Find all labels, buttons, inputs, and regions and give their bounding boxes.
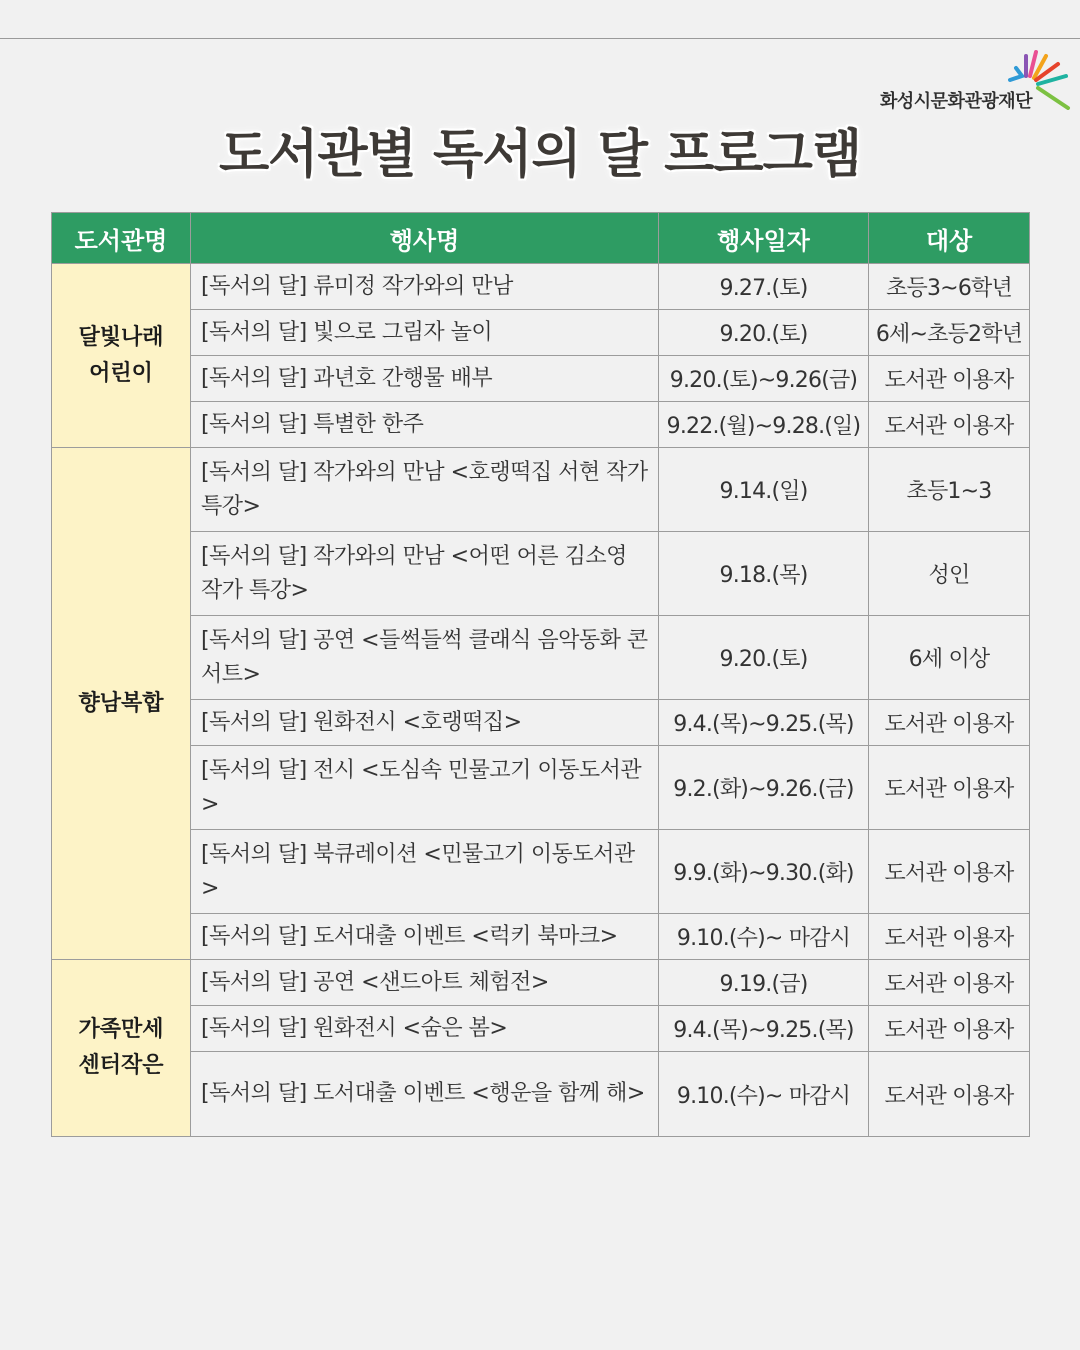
event-name-cell: [독서의 달] 도서대출 이벤트 <럭키 북마크>	[191, 914, 659, 960]
page-title: 도서관별 독서의 달 프로그램	[218, 125, 862, 185]
table-row	[52, 700, 1030, 746]
event-date-cell: 9.10.(수)~ 마감시	[659, 914, 869, 960]
target-audience-cell: 6세 이상	[869, 616, 1030, 700]
table-row	[52, 616, 1030, 700]
table-header-row	[52, 213, 1030, 264]
table-row	[52, 402, 1030, 448]
target-audience-cell: 초등1~3	[869, 448, 1030, 532]
header-date: 행사일자	[659, 213, 869, 264]
table-row	[52, 356, 1030, 402]
target-audience-cell: 도서관 이용자	[869, 402, 1030, 448]
event-date-cell: 9.20.(토)	[659, 310, 869, 356]
header-event: 행사명	[191, 213, 659, 264]
brand-logo	[862, 46, 1072, 114]
table-row	[52, 448, 1030, 532]
event-date-cell: 9.9.(화)~9.30.(화)	[659, 830, 869, 914]
event-date-cell: 9.19.(금)	[659, 960, 869, 1006]
table-row	[52, 310, 1030, 356]
event-date-cell: 9.14.(일)	[659, 448, 869, 532]
event-name-cell: [독서의 달] 특별한 한주	[191, 402, 659, 448]
event-name-cell: [독서의 달] 공연 <샌드아트 체험전>	[191, 960, 659, 1006]
target-audience-cell: 도서관 이용자	[869, 700, 1030, 746]
event-date-cell: 9.20.(토)	[659, 616, 869, 700]
event-name-cell: [독서의 달] 전시 <도심속 민물고기 이동도서관>	[191, 746, 659, 830]
event-date-cell: 9.22.(월)~9.28.(일)	[659, 402, 869, 448]
header-library: 도서관명	[52, 213, 191, 264]
event-date-cell: 9.4.(목)~9.25.(목)	[659, 700, 869, 746]
target-audience-cell: 도서관 이용자	[869, 1052, 1030, 1137]
event-date-cell: 9.20.(토)~9.26(금)	[659, 356, 869, 402]
foundation-name: 화성시문화관광재단	[880, 91, 1032, 112]
table-row	[52, 264, 1030, 310]
target-audience-cell: 도서관 이용자	[869, 356, 1030, 402]
target-audience-cell: 성인	[869, 532, 1030, 616]
table-row	[52, 914, 1030, 960]
target-audience-cell: 도서관 이용자	[869, 914, 1030, 960]
event-name-cell: [독서의 달] 원화전시 <숨은 봄>	[191, 1006, 659, 1052]
top-divider	[0, 38, 1080, 39]
program-table	[51, 212, 1030, 1137]
table-row	[52, 830, 1030, 914]
table-row	[52, 532, 1030, 616]
table-row	[52, 960, 1030, 1006]
target-audience-cell: 도서관 이용자	[869, 960, 1030, 1006]
event-name-cell: [독서의 달] 공연 <들썩들썩 클래식 음악동화 콘서트>	[191, 616, 659, 700]
library-name-cell: 가족만세 센터작은	[52, 960, 191, 1137]
event-date-cell: 9.18.(목)	[659, 532, 869, 616]
event-name-cell: [독서의 달] 작가와의 만남 <호랭떡집 서현 작가 특강>	[191, 448, 659, 532]
event-name-cell: [독서의 달] 작가와의 만남 <어떤 어른 김소영 작가 특강>	[191, 532, 659, 616]
event-name-cell: [독서의 달] 과년호 간행물 배부	[191, 356, 659, 402]
event-name-cell: [독서의 달] 북큐레이션 <민물고기 이동도서관>	[191, 830, 659, 914]
library-name-cell: 달빛나래 어린이	[52, 264, 191, 448]
event-name-cell: [독서의 달] 류미정 작가와의 만남	[191, 264, 659, 310]
event-date-cell: 9.27.(토)	[659, 264, 869, 310]
target-audience-cell: 도서관 이용자	[869, 1006, 1030, 1052]
target-audience-cell: 도서관 이용자	[869, 830, 1030, 914]
event-date-cell: 9.4.(목)~9.25.(목)	[659, 1006, 869, 1052]
event-date-cell: 9.10.(수)~ 마감시	[659, 1052, 869, 1137]
event-name-cell: [독서의 달] 도서대출 이벤트 <행운을 함께 해>	[191, 1052, 659, 1137]
event-date-cell: 9.2.(화)~9.26.(금)	[659, 746, 869, 830]
event-name-cell: [독서의 달] 빛으로 그림자 놀이	[191, 310, 659, 356]
header-target: 대상	[869, 213, 1030, 264]
target-audience-cell: 6세~초등2학년	[869, 310, 1030, 356]
library-name-cell: 향남복합	[52, 448, 191, 960]
event-name-cell: [독서의 달] 원화전시 <호랭떡집>	[191, 700, 659, 746]
table-body	[52, 264, 1030, 1137]
table-row	[52, 746, 1030, 830]
table-row	[52, 1052, 1030, 1137]
target-audience-cell: 도서관 이용자	[869, 746, 1030, 830]
table-row	[52, 1006, 1030, 1052]
target-audience-cell: 초등3~6학년	[869, 264, 1030, 310]
